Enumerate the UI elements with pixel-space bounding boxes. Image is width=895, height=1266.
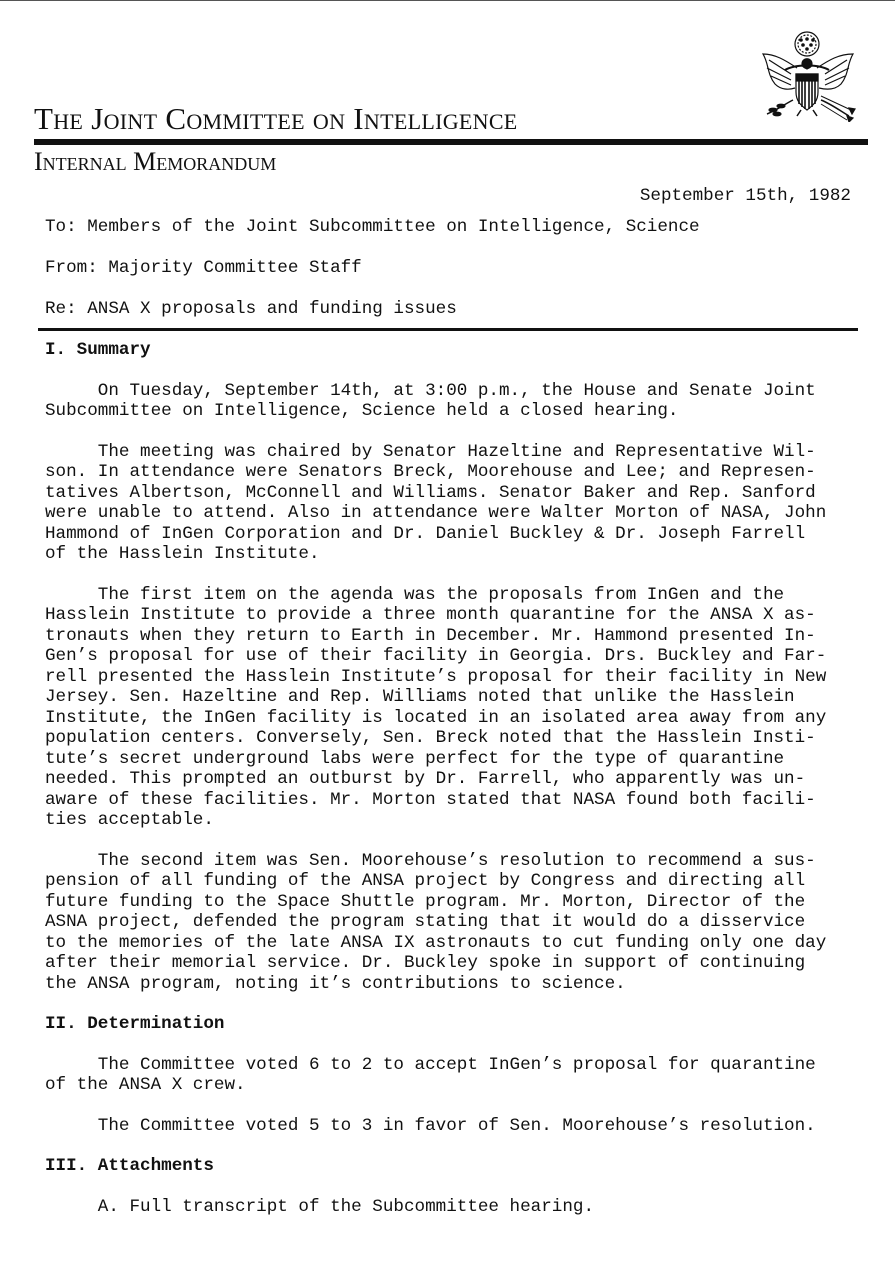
determination-paragraph-2: The Committee voted 5 to 3 in favor of Sen. Moorehouse’s resolution. [45, 1115, 816, 1136]
memo-type-heading: Internal Memorandum [34, 147, 277, 176]
committee-title: The Joint Committee on Intelligence [34, 101, 518, 136]
memo-body [45, 340, 855, 1217]
section-heading-attachments: III. Attachments [45, 1156, 214, 1176]
summary-paragraph-3: The first item on the agenda was the proposals from InGen and the Hasslein Institute to provide a three month quarantine for the ANSA X as- tronauts when they return to Earth in December. Mr. Hammond presented In- Gen’s proposal for use of their facility in Georgia. Drs. Buckley and Far- rell presented the Hasslein Institute’s proposal for their facility in New Jersey. Sen. Hazeltine and Rep. Williams noted that unlike the Hasslein Institute, the InGen facility is located in an isolated area away from any population centers. Conversely, Sen. Breck noted that the Hasslein Insti- tute’s secret underground labs were perfect for the type of quarantine needed. This prompted an outburst by Dr. Farrell, who apparently was un- aware of these facilities. Mr. Morton stated that NASA found both facili- ties acceptable. [45, 584, 827, 830]
summary-paragraph-2: The meeting was chaired by Senator Hazeltine and Representative Wil- son. In attendance were Senators Breck, Moorehouse and Lee; and Represen- tatives Albertson, McConnell and Williams. Senator Baker and Rep. Sanford were unable to attend. Also in attendance were Walter Morton of NASA, John Hammond of InGen Corporation and Dr. Daniel Buckley & Dr. Joseph Farrell of the Hasslein Institute. [45, 441, 827, 564]
memo-from: From: Majority Committee Staff [45, 258, 362, 278]
us-great-seal-eagle-icon [757, 30, 861, 122]
header-divider [38, 328, 858, 331]
determination-paragraph-1: The Committee voted 6 to 2 to accept InGen’s proposal for quarantine of the ANSA X crew. [45, 1054, 816, 1095]
section-heading-summary: I. Summary [45, 340, 151, 360]
top-border [0, 0, 895, 1]
summary-paragraph-1: On Tuesday, September 14th, at 3:00 p.m., the House and Senate Joint Subcommittee on Intelligence, Science held a closed hearing. [45, 380, 816, 421]
attachment-item-a: A. Full transcript of the Subcommittee hearing. [45, 1196, 595, 1217]
memo-to: To: Members of the Joint Subcommittee on Intelligence, Science [45, 217, 700, 237]
memo-date: September 15th, 1982 [639, 186, 851, 206]
summary-paragraph-4: The second item was Sen. Moorehouse’s resolution to recommend a sus- pension of all funding of the ANSA project by Congress and directing all future funding to the Space Shuttle program. Mr. Morton, Director of the ASNA project, defended the program stating that it would do a disservice to the memories of the late ANSA IX astronauts to cut funding only one day after their memorial service. Dr. Buckley spoke in support of continuing the ANSA program, noting it’s contributions to science. [45, 850, 827, 994]
section-heading-determination: II. Determination [45, 1014, 225, 1034]
title-rule [34, 139, 868, 145]
memo-re: Re: ANSA X proposals and funding issues [45, 299, 457, 319]
